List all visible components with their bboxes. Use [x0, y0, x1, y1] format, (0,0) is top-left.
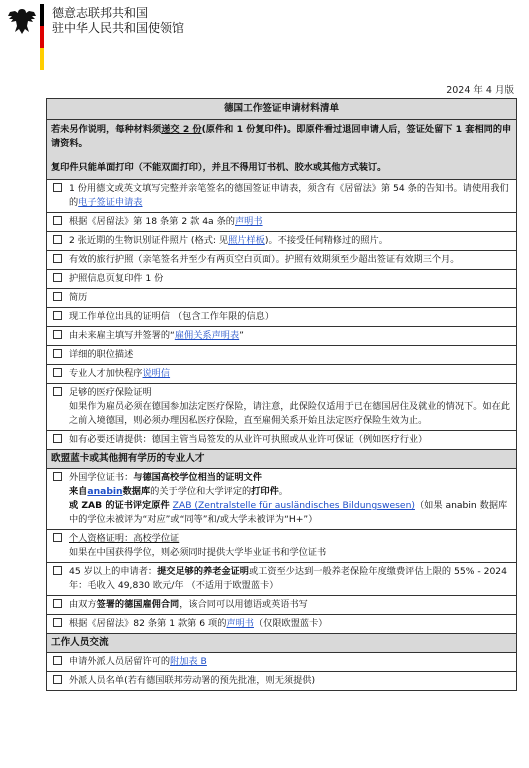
german-flag-bar: [40, 4, 44, 70]
intro-emphasis: 递交 2 份: [161, 124, 202, 135]
item-text: 个人资格证明：: [69, 533, 134, 544]
federal-eagle-icon: [6, 6, 38, 36]
item-text: （如果 anabin 数据库中的学位未被评为“对应”或“同等”和/或大学未被评为“H+”）: [69, 500, 508, 525]
item-text: 外国学位证书：: [69, 472, 134, 483]
checkbox[interactable]: [53, 656, 62, 665]
item-text: 或工资至少达到一般养老保险年度缴费评估上限的 55% - 2024 年：毛收入 49,830 欧元/年 （不适用于欧盟蓝卡）: [69, 566, 508, 591]
checklist-item-qualification: [47, 530, 516, 563]
item-text: 简历: [69, 292, 88, 303]
item-emphasis: 证书评定原件: [114, 500, 170, 511]
checkbox[interactable]: [53, 533, 62, 542]
checkbox[interactable]: [53, 183, 62, 192]
letterhead: [0, 0, 529, 70]
anabin-link[interactable]: anabin: [87, 486, 123, 497]
embassy-line1: 德意志联邦共和国: [52, 6, 149, 20]
checklist-item-practice-license: [47, 431, 516, 450]
item-text: 由未来雇主填写并签署的“: [69, 330, 175, 341]
item-emphasis: 签署的德国雇佣合同: [96, 599, 180, 610]
checkbox[interactable]: [53, 618, 62, 627]
item-text: （仅限欧盟蓝卡）: [253, 618, 328, 629]
item-text: 申请外派人员居留许可的: [69, 656, 171, 667]
checkbox[interactable]: [53, 368, 62, 377]
intro-paragraph-2: 复印件只能单面打印（不能双面打印），并且不得用订书机、胶水或其他方式装订。: [51, 162, 387, 173]
intro-text: (原件和 1 份复印件)。即原件看过退回申请人后，签证处留下 1 套相同的申请资料。: [51, 124, 512, 149]
e-visa-form-link[interactable]: 电子签证申请表: [78, 197, 143, 208]
item-text: 现工作单位出具的证明信 （包含工作年限的信息）: [69, 311, 275, 322]
item-emphasis: 数据库: [122, 486, 151, 497]
checkbox[interactable]: [53, 273, 62, 282]
photo-sample-link[interactable]: 照片样板: [228, 235, 265, 246]
item-emphasis: 与德国高校学位相当的证明文件: [133, 472, 262, 483]
checkbox[interactable]: [53, 434, 62, 443]
item-text: 高校学位证: [133, 533, 180, 544]
item-text: 的关于学位和大学评定的: [150, 486, 252, 497]
item-text: 1 份用德文或英文填写完整并亲笔签名的德国签证申请表，须含有《居留法》第 54 条的告知书。请使用我们的: [69, 183, 509, 208]
item-text: 如有必要还请提供：德国主管当局签发的从业许可执照或从业许可保证（例如医疗行业）: [69, 434, 428, 445]
checkbox[interactable]: [53, 387, 62, 396]
checklist-title: 德国工作签证申请材料清单: [47, 99, 516, 120]
checklist-item-employer-letter: [47, 308, 516, 327]
item-text: 详细的职位描述: [69, 349, 134, 360]
checklist-item-pension: [47, 563, 516, 596]
checklist-item-staff-list: [47, 672, 516, 691]
checklist-item-passport: [47, 251, 516, 270]
document-date: 2024 年 4 月版: [446, 85, 514, 96]
declaration-link[interactable]: 声明书: [234, 216, 263, 227]
item-text: 外派人员名单(若有德国联邦劳动署的预先批准，则无须提供): [69, 675, 316, 686]
checkbox[interactable]: [53, 330, 62, 339]
checklist-item-job-description: [47, 346, 516, 365]
checkbox[interactable]: [53, 675, 62, 684]
item-note: 如果在中国获得学位，则必须同时提供大学毕业证书和学位证书: [69, 547, 327, 558]
checklist-item-health-insurance: [47, 384, 516, 431]
checklist-item-photos: [47, 232, 516, 251]
checkbox[interactable]: [53, 216, 62, 225]
section-heading-staff-exchange: 工作人员交流: [47, 634, 516, 653]
item-text: 。: [278, 486, 288, 497]
checkbox[interactable]: [53, 311, 62, 320]
item-text: 有效的旅行护照（亲笔签名并至少有两页空白页面）。护照有效期须至少超出签证有效期三个月。: [69, 254, 460, 265]
intro-text: 若未另作说明，每种材料须: [51, 124, 162, 135]
item-emphasis: 提交足够的养老金证明: [157, 566, 249, 577]
item-text: 由双方: [69, 599, 97, 610]
declaration-82-link[interactable]: 声明书: [226, 618, 254, 629]
checkbox[interactable]: [53, 566, 62, 575]
checkbox[interactable]: [53, 349, 62, 358]
intro-paragraph-1: [51, 123, 512, 151]
checklist-item-declaration-82: [47, 615, 516, 634]
item-text: 根据《居留法》82 条第 1 款第 6 项的: [69, 618, 227, 629]
section-heading-blue-card: 欧盟蓝卡或其他拥有学历的专业人才: [47, 450, 516, 469]
item-text: 2 张近期的生物识别证件照片 (格式: 见: [69, 235, 229, 246]
checklist-item-employment-declaration: [47, 327, 516, 346]
embassy-line2: 驻中华人民共和国使领馆: [52, 21, 185, 35]
item-text: ”: [239, 330, 244, 341]
checklist-item-employment-contract: [47, 596, 516, 615]
item-text: 护照信息页复印件 1 份: [69, 273, 164, 284]
item-text: 根据《居留法》第 18 条第 2 款 4a 条的: [69, 216, 235, 227]
employment-declaration-link[interactable]: 雇佣关系声明表: [174, 330, 240, 341]
annex-b-link[interactable]: 附加表 B: [170, 656, 207, 667]
checklist-item-application-form: [47, 180, 516, 213]
checklist-table: [46, 98, 517, 691]
item-text: )。不接受任何精修过的照片。: [264, 235, 388, 246]
checklist-item-foreign-degree: [47, 469, 516, 530]
checklist-item-annex-b: [47, 653, 516, 672]
checklist-item-passport-copy: [47, 270, 516, 289]
item-emphasis: 或 ZAB 的: [69, 500, 115, 511]
checkbox[interactable]: [53, 599, 62, 608]
checklist-item-fast-track: [47, 365, 516, 384]
zab-link[interactable]: ZAB (Zentralstelle für ausländisches Bildungswesen): [172, 500, 415, 511]
checkbox[interactable]: [53, 254, 62, 263]
item-text: 足够的医疗保险证明: [69, 387, 152, 398]
item-note: 如果作为雇员必须在德国参加法定医疗保险，请注意，此保险仅适用于已在德国居住及就业的情况下。如在此之前入境德国，则必须办理因私医疗保险，直至雇佣关系开始且法定医疗保险生效为止。: [69, 401, 510, 426]
embassy-name: [52, 6, 184, 36]
checklist-item-declaration: [47, 213, 516, 232]
checkbox[interactable]: [53, 235, 62, 244]
item-emphasis: 来自: [69, 486, 88, 497]
item-emphasis: 打印件: [251, 486, 279, 497]
intro-notice: [47, 120, 516, 180]
item-text: ，该合同可以用德语或英语书写: [179, 599, 308, 610]
checkbox[interactable]: [53, 292, 62, 301]
item-text: 专业人才加快程序: [69, 368, 143, 379]
checkbox[interactable]: [53, 472, 62, 481]
fast-track-letter-link[interactable]: 说明信: [142, 368, 171, 379]
checklist-item-cv: [47, 289, 516, 308]
item-text: 45 岁以上的申请者：: [69, 566, 158, 577]
